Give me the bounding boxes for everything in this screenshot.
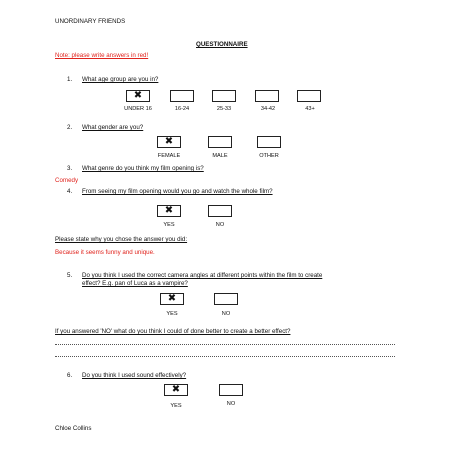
- author-name: Chloe Collins: [55, 425, 92, 432]
- question-5-text-line-2: effect? E.g. pan of Luca as a vampire?: [82, 280, 188, 287]
- question-4-number: 4.: [67, 188, 73, 195]
- option-label: 34-42: [260, 106, 276, 112]
- option-label: 43+: [305, 106, 315, 112]
- checkbox-no[interactable]: [208, 205, 232, 217]
- answer-line: [55, 344, 395, 345]
- cross-mark-icon: ✖: [164, 136, 174, 147]
- document-heading: UNORDINARY FRIENDS: [55, 18, 126, 25]
- option-label: UNDER 16: [124, 106, 152, 112]
- question-1-text: What age group are you in?: [82, 76, 159, 83]
- checkbox-yes[interactable]: [164, 384, 188, 396]
- question-3-answer: Comedy: [55, 177, 79, 184]
- question-2-number: 2.: [67, 124, 73, 131]
- question-4-why-answer: Because it seems funny and unique.: [55, 249, 155, 256]
- question-4-text: From seeing my film opening would you go and watch the whole film?: [82, 188, 273, 195]
- checkbox-other[interactable]: [257, 136, 281, 148]
- checkbox-no[interactable]: [219, 384, 243, 396]
- question-5-number: 5.: [67, 272, 73, 279]
- question-3-number: 3.: [67, 165, 73, 172]
- option-label: YES: [163, 222, 175, 228]
- checkbox-no[interactable]: [214, 293, 238, 305]
- checkbox-under-16[interactable]: [126, 90, 150, 102]
- question-3-text: What genre do you think my film opening is?: [82, 165, 204, 172]
- option-label: FEMALE: [157, 153, 181, 159]
- option-label: MALE: [212, 153, 228, 159]
- question-6-number: 6.: [67, 372, 73, 379]
- option-label: YES: [166, 311, 178, 317]
- option-label: OTHER: [259, 153, 279, 159]
- question-5-follow-up: If you answered 'NO' what do you think I could of done better to create a better effect?: [55, 328, 291, 335]
- checkbox-yes[interactable]: [160, 293, 184, 305]
- answer-line: [55, 356, 395, 357]
- question-4-why-prompt: Please state why you chose the answer you did:: [55, 236, 188, 243]
- option-label: NO: [226, 401, 236, 407]
- checkbox-34-42[interactable]: [255, 90, 279, 102]
- checkbox-16-24[interactable]: [170, 90, 194, 102]
- cross-mark-icon: ✖: [164, 205, 174, 216]
- option-label: YES: [170, 403, 182, 409]
- option-label: 25-33: [216, 106, 232, 112]
- checkbox-25-33[interactable]: [212, 90, 236, 102]
- question-1-number: 1.: [67, 76, 73, 83]
- checkbox-yes[interactable]: [157, 205, 181, 217]
- page-title: QUESTIONNAIRE: [196, 41, 248, 48]
- checkbox-43-plus[interactable]: [297, 90, 321, 102]
- checkbox-male[interactable]: [208, 136, 232, 148]
- question-5-text-line-1: Do you think I used the correct camera angles at different points within the film to create: [82, 272, 323, 279]
- instruction-note: Note: please write answers in red!: [55, 52, 149, 59]
- question-2-text: What gender are you?: [82, 124, 144, 131]
- cross-mark-icon: ✖: [167, 293, 177, 304]
- option-label: NO: [221, 311, 231, 317]
- checkbox-female[interactable]: [157, 136, 181, 148]
- option-label: NO: [215, 222, 225, 228]
- question-6-text: Do you think I used sound effectively?: [82, 372, 187, 379]
- cross-mark-icon: ✖: [133, 90, 143, 101]
- cross-mark-icon: ✖: [171, 384, 181, 395]
- option-label: 16-24: [174, 106, 190, 112]
